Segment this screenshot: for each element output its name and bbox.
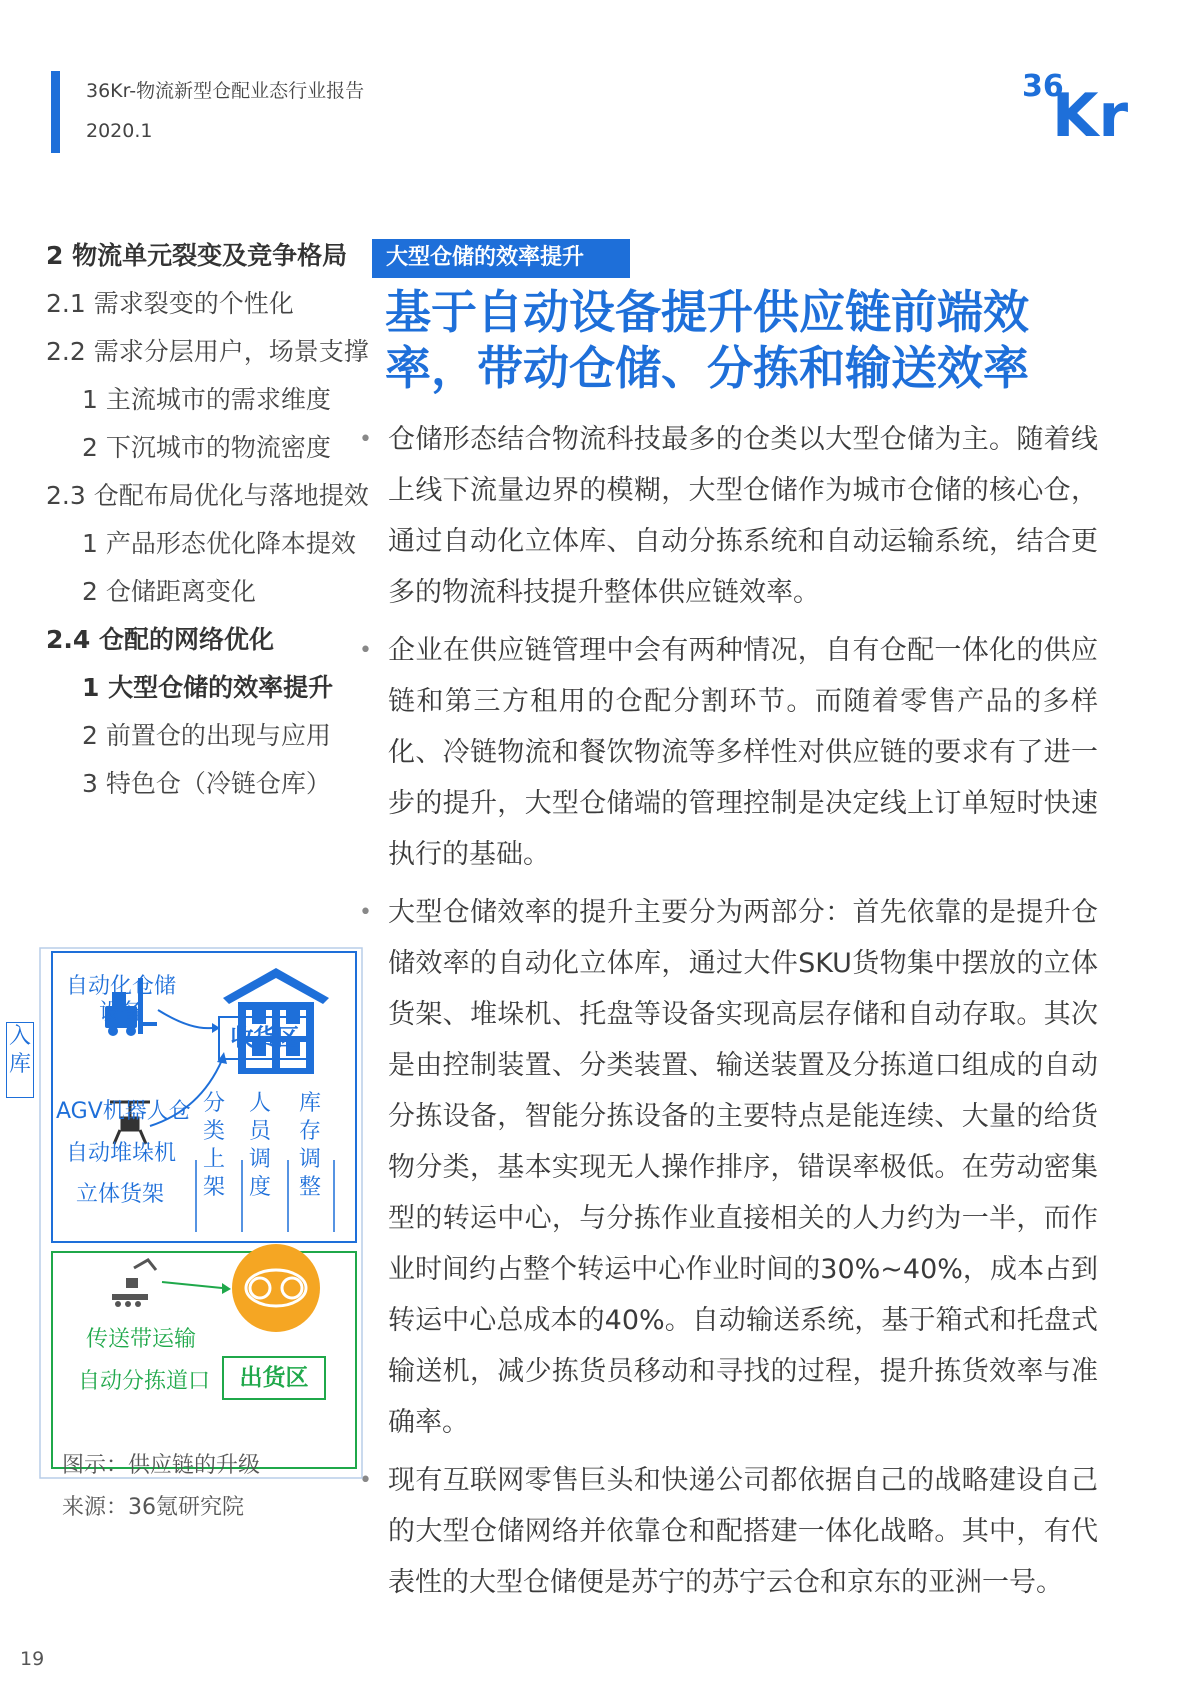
36kr-logo (1022, 68, 1152, 140)
report-date: 2020.1 (86, 120, 153, 142)
section-tag: 大型仓储的效率提升 (372, 239, 630, 276)
bullet-item: • 现有互联网零售巨头和快递公司都依据自己的战略建设自己的大型仓储网络并依靠仓和配搭建一体化战略。其中，有代表性的大型仓储便是苏宁的苏宁云仓和京东的亚洲一号。 (388, 1455, 1098, 1608)
stacker-label: 自动堆垛机 (66, 1141, 177, 1166)
sorting-label: 自动分拣道口 (78, 1369, 211, 1394)
report-title: 36Kr-物流新型仓配业态行业报告 (86, 80, 365, 102)
toc-item[interactable]: 2.2 需求分层用户，场景支撑 (46, 337, 369, 366)
bullet-item: • 大型仓储效率的提升主要分为两部分：首先依靠的是提升仓储效率的自动化立体库，通过大件SKU货物集中摆放的立体货架、堆垛机、托盘等设备实现高层存储和自动存取。其次是由控制装置、分类装置、输送装置及分拣道口组成的自动分拣设备，智能分拣设备的主要特点是能连续、大量的给货物分类，基本实现无人操作排序，错误率极低。在劳动密集型的转运中心，与分拣作业直接相关的人力约为一半，而作业时间约占整个转运中心作业时间的30%~40%，成本占到转运中心总成本的40%。自动输送系统，基于箱式和托盘式输送机，减少拣货员移动和寻找的过程，提升拣货效率与准确率。 (388, 887, 1098, 1448)
receiving-zone-box: 收货区 (218, 1016, 312, 1060)
toc-item[interactable]: 2.1 需求裂变的个性化 (46, 289, 294, 318)
inbound-label: 入库 (6, 1022, 34, 1098)
arrow-conveyor-to-sorter (162, 1282, 222, 1288)
section-headline (385, 284, 1105, 396)
toc-item-active[interactable]: 1 大型仓储的效率提升 (82, 673, 334, 702)
bullet-item: • 仓储形态结合物流科技最多的仓类以大型仓储为主。随着线上线下流量边界的模糊，大型仓储作为城市仓储的核心仓，通过自动化立体库、自动分拣系统和自动运输系统，结合更多的物流科技提升整体供应链效率。 (388, 414, 1098, 618)
column-staff-dispatch: 人员调度 (248, 1091, 271, 1200)
conveyor-label: 传送带运输 (86, 1327, 197, 1352)
shipping-zone-box: 出货区 (222, 1356, 326, 1400)
headline-line-1: 基于自动设备提升供应链前端效 (385, 285, 1029, 339)
conveyor-icon (112, 1260, 156, 1307)
toc-item[interactable]: 2.3 仓配布局优化与落地提效 (46, 481, 369, 510)
toc-item[interactable]: 1 产品形态优化降本提效 (82, 529, 356, 558)
figure-source: 来源：36氪研究院 (62, 1495, 244, 1520)
toc-item[interactable]: 2 仓储距离变化 (82, 577, 256, 606)
agv-label: AGV机器人仓 (56, 1099, 191, 1124)
column-sort-shelve: 分类上架 (202, 1091, 225, 1200)
toc-item[interactable]: 3 特色仓（冷链仓库） (82, 769, 331, 798)
page-number: 19 (20, 1648, 45, 1670)
shelf-label: 立体货架 (76, 1182, 165, 1207)
toc-item[interactable]: 2 物流单元裂变及竞争格局 (46, 241, 348, 270)
figure-caption: 图示：供应链的升级 (62, 1453, 261, 1478)
toc-item[interactable]: 2 下沉城市的物流密度 (82, 433, 331, 462)
toc-item[interactable]: 2.4 仓配的网络优化 (46, 625, 274, 654)
toc-item[interactable]: 1 主流城市的需求维度 (82, 385, 331, 414)
bullet-item: • 企业在供应链管理中会有两种情况，自有仓配一体化的供应链和第三方租用的仓配分割环节。而随着零售产品的多样化、冷链物流和餐饮物流等多样性对供应链的要求有了进一步的提升，大型仓储端的管理控制是决定线上订单短时快速执行的基础。 (388, 625, 1098, 880)
conveyor-belt-icon (232, 1244, 320, 1332)
section-tag-underline (372, 276, 630, 278)
column-inventory-adjust: 库存调整 (298, 1091, 321, 1200)
svg-text:Kr: Kr (1052, 81, 1129, 140)
toc-item[interactable]: 2 前置仓的出现与应用 (82, 721, 331, 750)
bullet-list (388, 414, 1098, 1615)
supply-chain-diagram (0, 930, 400, 1490)
header-accent-bar (51, 71, 60, 153)
headline-line-2: 率，带动仓储、分拣和输送效率 (385, 341, 1029, 395)
equipment-label: 自动化仓储设备 (66, 974, 177, 1025)
svg-text:36: 36 (1022, 69, 1064, 104)
